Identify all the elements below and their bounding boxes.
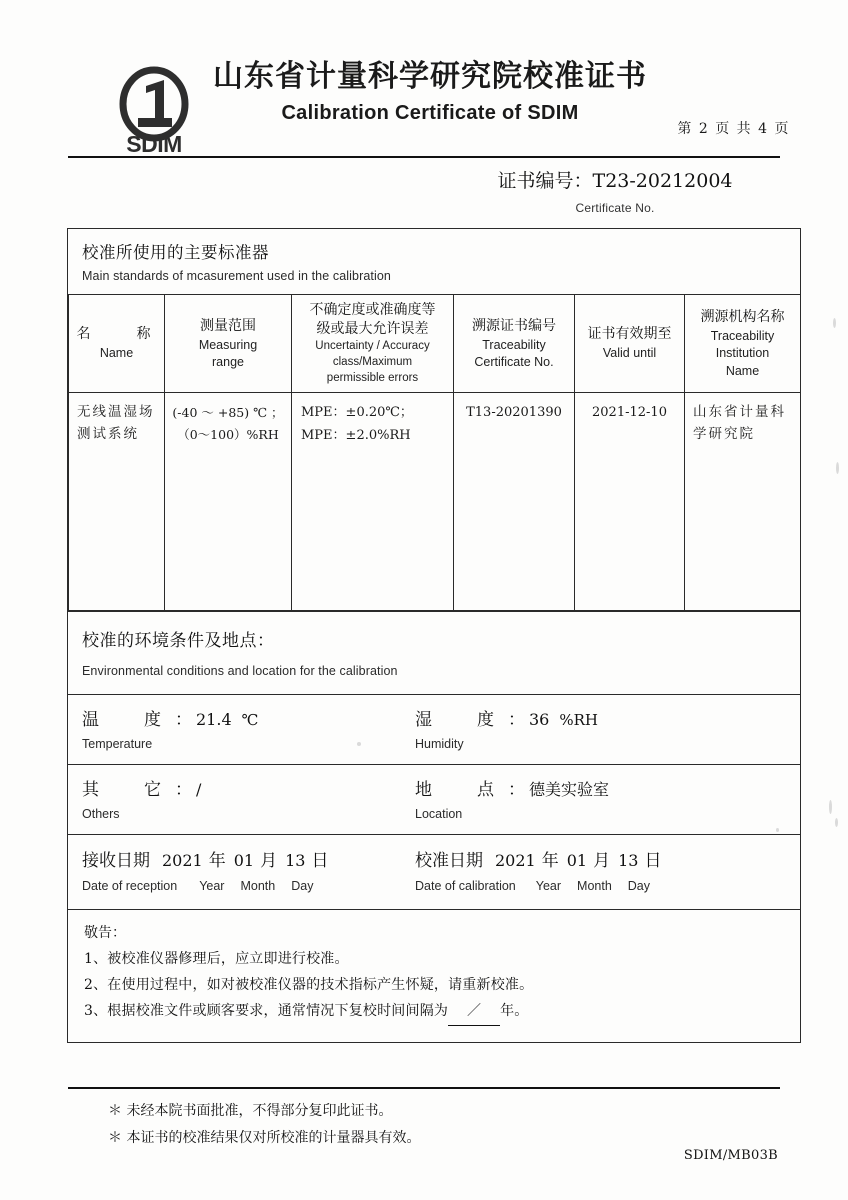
title-block (205, 58, 655, 125)
notice-item-3-suffix: 年。 (500, 1002, 529, 1019)
col-header-traceability-no-cn: 溯源证书编号 (472, 317, 556, 334)
temperature-value: 21.4 (196, 710, 232, 729)
date-of-reception-field (82, 846, 328, 893)
page-title-en: Calibration Certificate of SDIM (281, 101, 579, 124)
institution-line1: 山东省计量科 (693, 404, 786, 420)
date-of-reception-label-en: Date of reception (82, 879, 178, 893)
date-of-calibration-field (415, 846, 661, 893)
col-header-traceability-no-en-1: Traceability (482, 337, 546, 352)
cell-valid-until (575, 393, 685, 611)
temperature-label-cn: 温 度 (82, 710, 175, 730)
cell-standard-name (69, 393, 165, 611)
certificate-body-frame (67, 228, 801, 1043)
cell-traceability-no (454, 393, 575, 611)
notices-block (68, 910, 800, 1042)
col-header-valid-until (575, 295, 685, 393)
date-of-calibration-label-cn: 校准日期 (415, 851, 483, 871)
calibration-year-value: 2021 (495, 851, 536, 870)
date-of-reception-label-cn: 接收日期 (82, 851, 150, 871)
certificate-number-line (430, 166, 800, 193)
reception-year-cn: 年 (208, 851, 226, 871)
valid-until-value: 2021-12-10 (592, 405, 667, 420)
calibration-year-en: Year (535, 879, 562, 893)
notice-item-2: 2、在使用过程中，如对被校准仪器的技术指标产生怀疑，请重新校准。 (84, 976, 534, 993)
scan-speckle (357, 742, 361, 746)
scan-speckle (833, 318, 836, 328)
notice-item-3-prefix: 3、根据校准文件或顾客要求，通常情况下复校时间间隔为 (84, 1002, 449, 1019)
temperature-label-en: Temperature (82, 737, 153, 751)
environment-title-cn: 校准的环境条件及地点： (82, 631, 275, 651)
col-header-valid-until-cn: 证书有效期至 (587, 326, 672, 343)
date-of-reception-en-line (82, 879, 328, 893)
others-line (82, 775, 201, 800)
environment-section-title-block (68, 612, 800, 695)
location-value: 德美实验室 (529, 780, 610, 799)
location-label-en: Location (415, 807, 463, 821)
dates-row (68, 835, 800, 909)
sdim-logo-icon (108, 66, 200, 158)
date-of-calibration-en-line (415, 879, 661, 893)
col-header-range-en-2: range (212, 354, 244, 369)
standards-section-title (68, 229, 800, 294)
scan-speckle (829, 800, 832, 814)
standards-title-en: Main standards of mcasurement used in the calibration (82, 269, 391, 283)
temperature-humidity-row (68, 695, 800, 765)
calibration-year-cn: 年 (541, 851, 559, 871)
notices-section (68, 910, 800, 1042)
calibration-day-cn: 日 (644, 851, 662, 871)
others-value: / (196, 780, 202, 799)
col-header-uncertainty-cn-2: 级或最大允许误差 (316, 320, 429, 337)
col-header-traceability-no (454, 295, 575, 393)
col-header-name-cn: 名 称 (76, 326, 157, 343)
reception-month-cn: 月 (260, 851, 278, 871)
reception-day-value: 13 (285, 851, 306, 870)
col-header-uncertainty (292, 295, 454, 393)
humidity-label-en: Humidity (415, 737, 464, 751)
humidity-label-cn: 湿 度 (415, 710, 508, 730)
others-field (82, 775, 201, 821)
traceability-no-value: T13-20201390 (466, 405, 562, 420)
location-field (415, 775, 609, 821)
mpe-line1: MPE：±0.20℃； (301, 405, 413, 420)
scan-speckle (836, 462, 839, 474)
footer-note-2: ＊ 本证书的校准结果仅对所校准的计量器具有效。 (108, 1129, 421, 1146)
reception-year-en: Year (199, 879, 225, 893)
cell-institution (685, 393, 801, 611)
standard-name-value: 无线温湿场测试系统 (77, 404, 155, 442)
mpe-line2: MPE：±2.0%RH (301, 427, 411, 443)
col-header-range (165, 295, 292, 393)
col-header-name-en: Name (99, 346, 134, 361)
environment-title-en: Environmental conditions and location for the calibration (82, 664, 398, 678)
col-header-institution (685, 295, 801, 393)
page-header (0, 48, 848, 158)
form-code: SDIM/MB03B (683, 1148, 778, 1163)
location-label-cn: 地 点 (415, 780, 508, 800)
certificate-number-block (430, 166, 800, 215)
reception-year-value: 2021 (162, 851, 203, 870)
calibration-month-value: 01 (566, 851, 588, 870)
standards-title-cn: 校准所使用的主要标准器 (82, 243, 269, 262)
humidity-value: 36 (529, 710, 550, 729)
certificate-number-label-en: Certificate No. (575, 201, 655, 215)
col-header-range-cn: 测量范围 (200, 317, 256, 334)
cell-mpe (292, 393, 454, 611)
col-header-institution-en-3: Name (725, 363, 760, 378)
dates-section (68, 835, 800, 910)
col-header-uncertainty-en-1: Uncertainty / Accuracy (315, 340, 430, 353)
sdim-logo-text: SDIM (126, 131, 182, 157)
location-line (415, 775, 609, 800)
col-header-institution-en-1: Traceability (710, 329, 775, 344)
temperature-unit: ℃ (241, 711, 259, 729)
col-header-name (69, 295, 165, 393)
reception-day-cn: 日 (311, 851, 329, 871)
footer-note-1: ＊ 未经本院书面批准，不得部分复印此证书。 (108, 1103, 393, 1119)
certificate-number-value: T23-20212004 (592, 170, 733, 192)
recalibration-interval-blank: ／ (448, 999, 500, 1026)
page-indicator: 第 2 页 共 4 页 (677, 121, 790, 137)
institution-line2: 学研究院 (693, 425, 755, 442)
col-header-traceability-no-en-2: Certificate No. (474, 354, 554, 369)
col-header-range-en-1: Measuring (198, 337, 258, 352)
footer-divider (68, 1087, 780, 1089)
standards-section (68, 229, 800, 612)
col-header-uncertainty-cn-1: 不确定度或准确度等 (309, 301, 436, 318)
col-header-uncertainty-en-3: permissible errors (326, 372, 419, 385)
standards-table-header-row (69, 295, 801, 393)
table-row (69, 393, 801, 611)
standards-table (68, 294, 801, 611)
reception-day-en: Day (291, 879, 314, 893)
footer-notes (108, 1098, 420, 1151)
scan-speckle (835, 818, 838, 827)
temperature-field (82, 705, 258, 751)
certificate-number-label-cn: 证书编号： (497, 170, 593, 192)
temperature-colon: ： (175, 710, 192, 730)
location-colon: ： (508, 780, 525, 800)
reception-month-en: Month (240, 879, 276, 893)
sdim-logo (108, 66, 200, 158)
scan-speckle (776, 828, 779, 832)
others-label-cn: 其 它 (82, 780, 175, 800)
humidity-colon: ： (508, 710, 525, 730)
date-of-calibration-label-en: Date of calibration (415, 879, 516, 893)
humidity-field (415, 705, 598, 751)
others-location-row (68, 765, 800, 835)
others-colon: ： (175, 780, 192, 800)
environment-section-title (68, 612, 800, 694)
page-title-cn: 山东省计量科学研究院校准证书 (213, 59, 647, 94)
humidity-unit: %RH (559, 711, 598, 729)
cell-measuring-range (165, 393, 292, 611)
calibration-day-value: 13 (618, 851, 639, 870)
header-divider (68, 156, 780, 158)
col-header-institution-en-2: Institution (715, 346, 770, 361)
calibration-month-en: Month (577, 879, 612, 893)
temperature-line (82, 705, 258, 730)
others-label-en: Others (82, 807, 120, 821)
humidity-line (415, 705, 598, 730)
reception-month-value: 01 (233, 851, 255, 870)
notice-item-3 (84, 999, 784, 1026)
notices-heading: 敬告： (84, 925, 126, 941)
date-of-calibration-line (415, 846, 661, 871)
col-header-uncertainty-en-2: class/Maximum (332, 356, 413, 369)
date-of-reception-line (82, 846, 328, 871)
calibration-day-en: Day (627, 879, 651, 893)
notice-item-1: 1、被校准仪器修理后，应立即进行校准。 (84, 951, 349, 967)
measuring-range-line2: （0～100）%RH (177, 426, 279, 442)
measuring-range-line1: (-40 ～ +85) ℃ ； (172, 405, 284, 420)
col-header-valid-until-en: Valid until (602, 346, 657, 361)
col-header-institution-cn: 溯源机构名称 (700, 309, 785, 326)
calibration-month-cn: 月 (593, 851, 611, 871)
